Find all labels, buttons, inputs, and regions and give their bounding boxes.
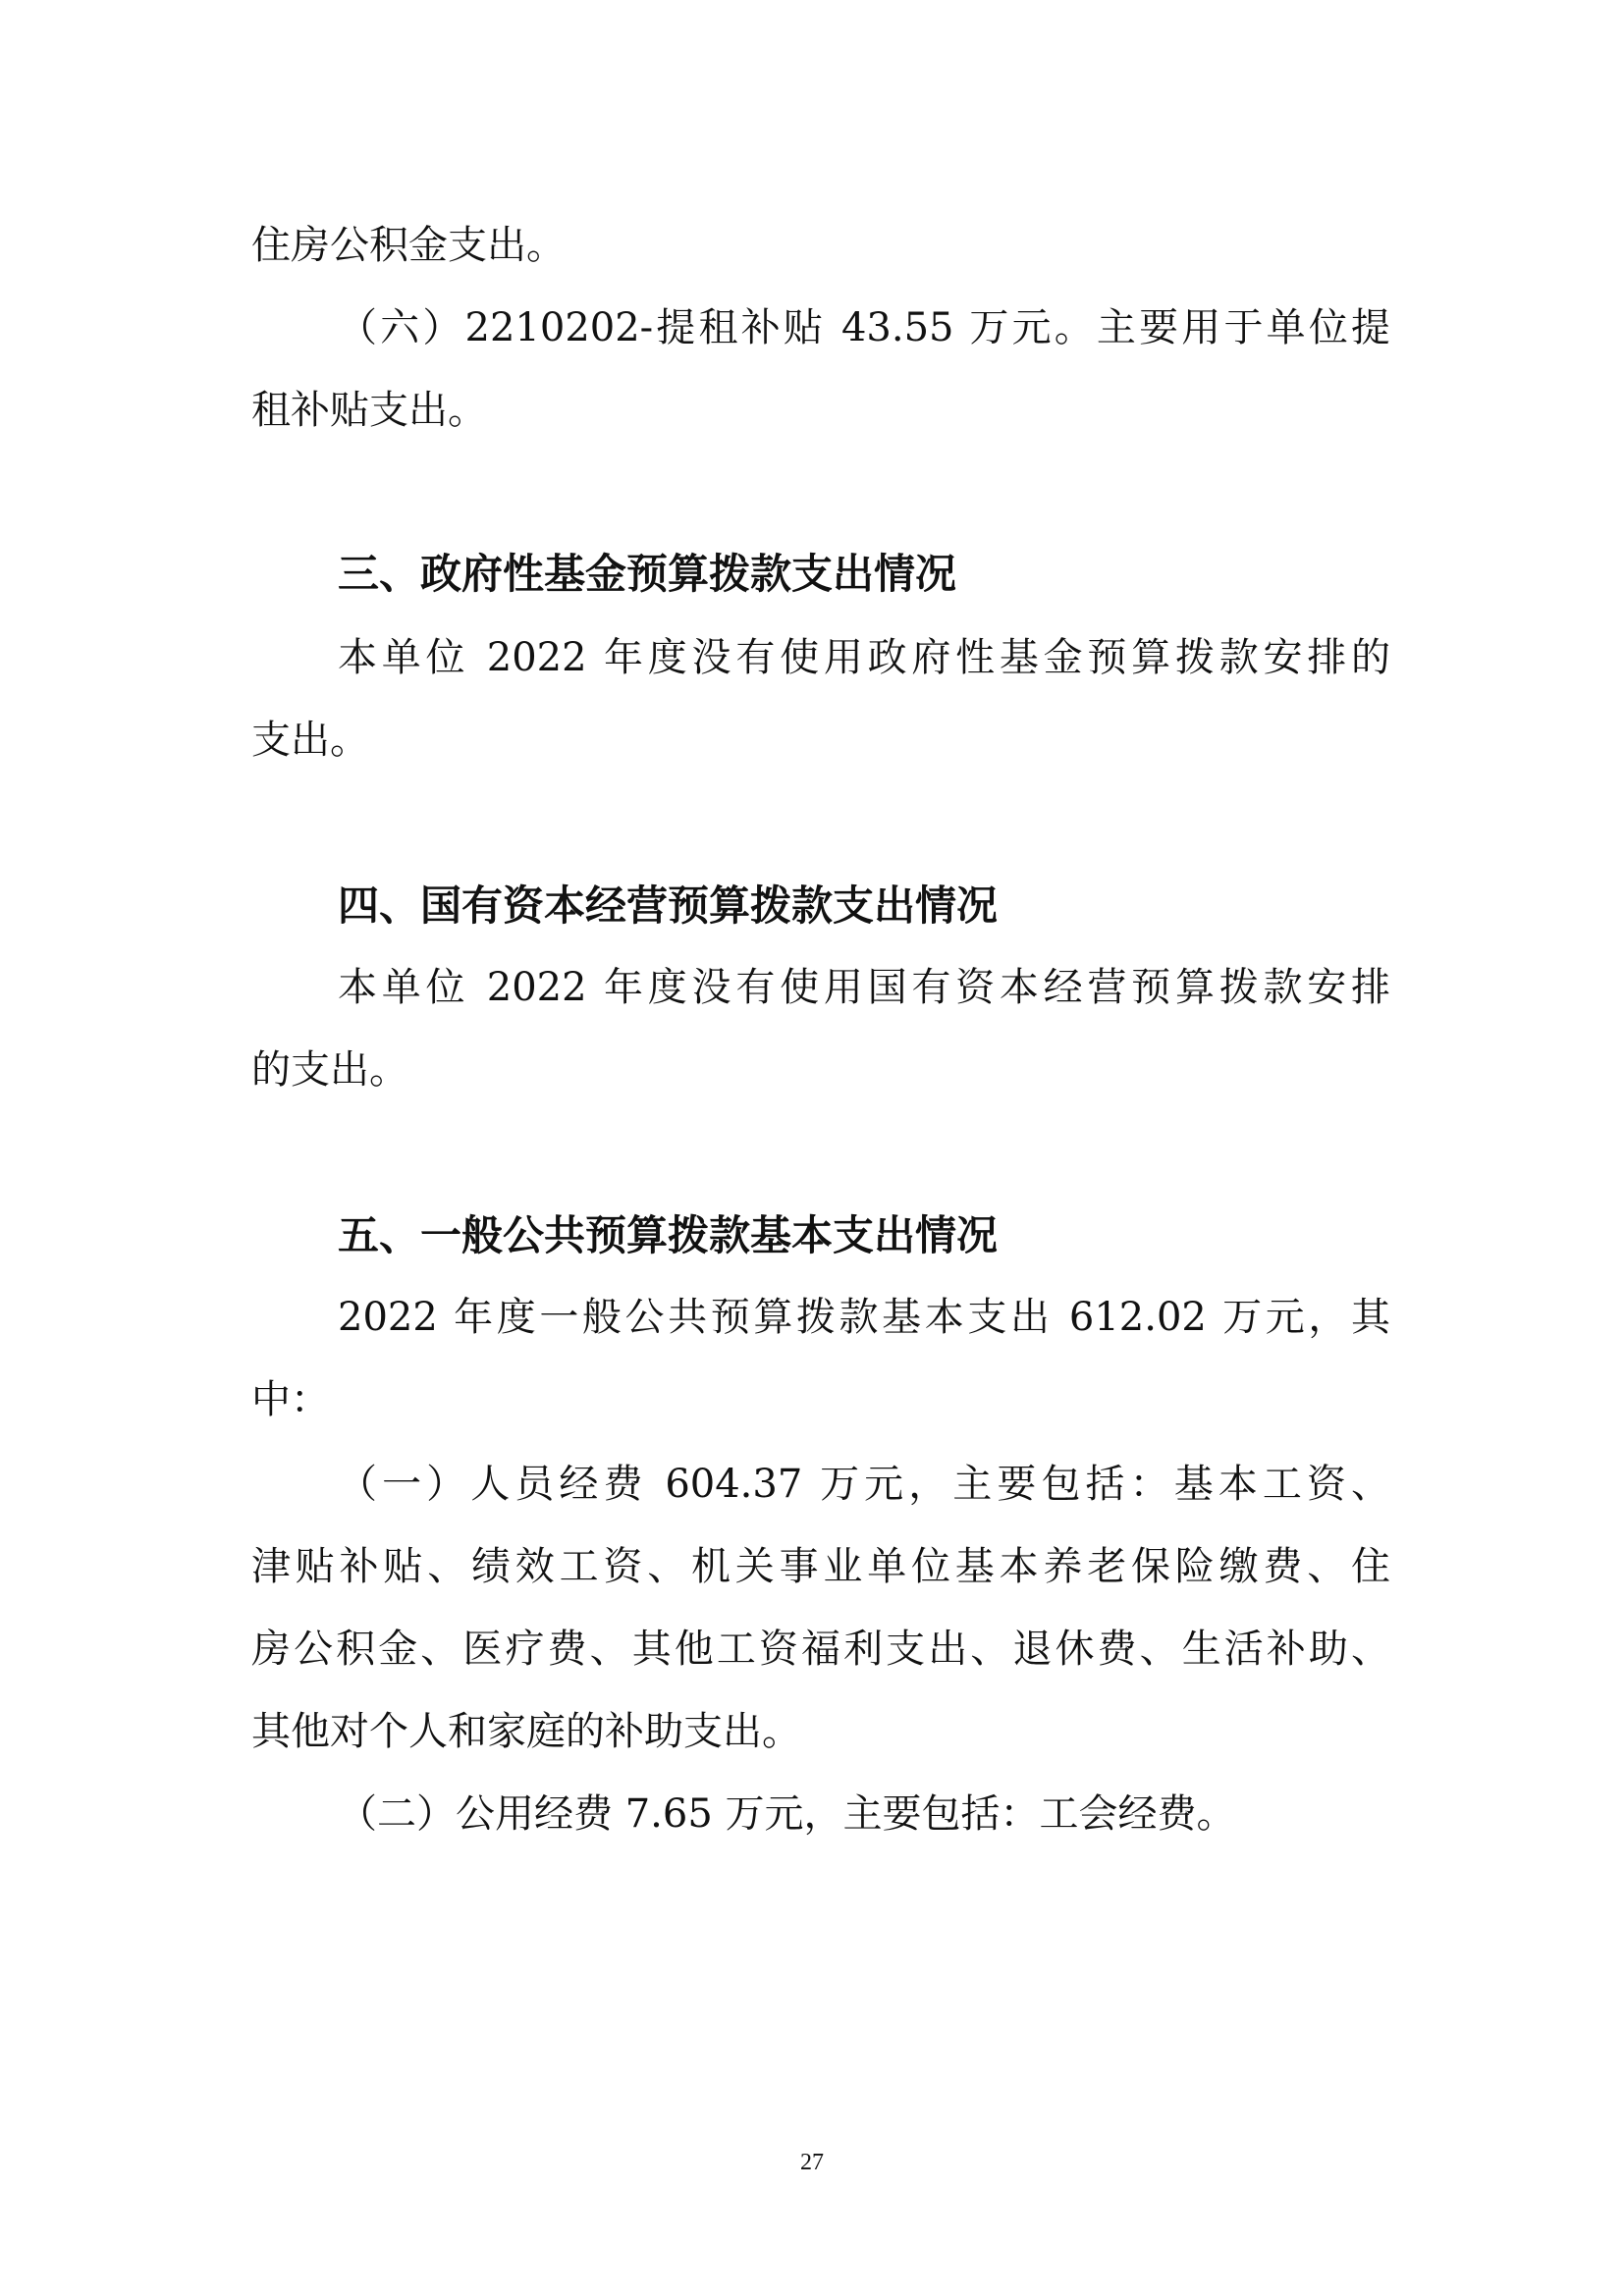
paragraph-line: 其他对个人和家庭的补助支出。	[251, 1709, 801, 1754]
paragraph-line: 本单位 2022 年度没有使用国有资本经营预算拨款安排	[338, 965, 1390, 1010]
paragraph-line: （六）2210202-提租补贴 43.55 万元。主要用于单位提	[338, 305, 1390, 350]
paragraph-line: 本单位 2022 年度没有使用政府性基金预算拨款安排的	[338, 635, 1390, 680]
section-heading: 五、一般公共预算拨款基本支出情况	[338, 1211, 999, 1259]
paragraph-line: 津贴补贴、绩效工资、机关事业单位基本养老保险缴费、住	[251, 1544, 1390, 1589]
paragraph-line: （二）公用经费 7.65 万元，主要包括：工会经费。	[338, 1791, 1236, 1837]
section-heading: 三、政府性基金预算拨款支出情况	[338, 550, 957, 598]
section-heading: 四、国有资本经营预算拨款支出情况	[338, 881, 999, 930]
paragraph-line: （一）人员经费 604.37 万元，主要包括：基本工资、	[338, 1462, 1390, 1507]
page-number: 27	[800, 2150, 824, 2175]
paragraph-line: 中：	[251, 1377, 330, 1422]
paragraph-line: 房公积金、医疗费、其他工资福利支出、退休费、生活补助、	[251, 1627, 1390, 1672]
paragraph-line: 住房公积金支出。	[251, 223, 566, 268]
paragraph-line: 的支出。	[251, 1047, 408, 1093]
paragraph-line: 租补贴支出。	[251, 388, 487, 433]
paragraph-line: 支出。	[251, 718, 369, 763]
paragraph-line: 2022 年度一般公共预算拨款基本支出 612.02 万元，其	[338, 1295, 1390, 1340]
